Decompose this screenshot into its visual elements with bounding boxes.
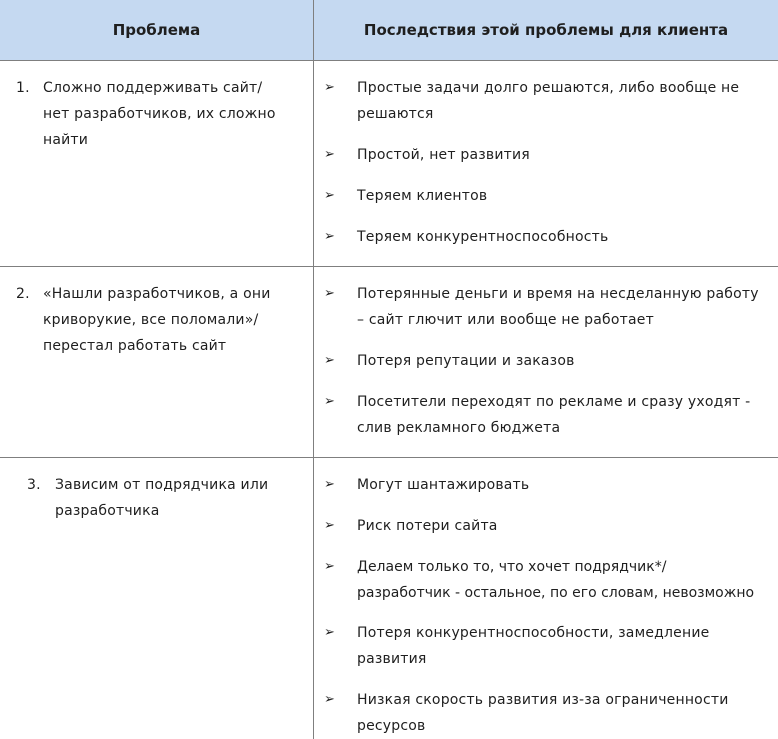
arrow-bullet-icon: ➢ [324,394,335,409]
problem-text [55,472,268,524]
consequence-text: Потеря репутации и заказов [357,353,575,369]
arrow-bullet-icon: ➢ [324,188,335,203]
problem-text [43,75,276,153]
consequence-line: развития [357,651,427,667]
problem-number: 2. [16,286,30,302]
table-header [0,0,778,61]
problem-line: криворукие, все поломали»/ [43,312,259,328]
problem-line: перестал работать сайт [43,338,227,354]
problem-line: Зависим от подрядчика или [55,477,269,493]
consequence-text [357,75,739,127]
arrow-bullet-icon: ➢ [324,692,335,707]
arrow-bullet-icon: ➢ [324,286,335,301]
column-divider [313,0,314,739]
consequence-text [357,389,750,441]
consequence-line: ресурсов [357,718,426,734]
problem-line: Сложно поддерживать сайт/ [43,80,263,96]
consequence-text: Теряем конкурентноспособность [357,229,609,245]
arrow-bullet-icon: ➢ [324,80,335,95]
consequence-line: Посетители переходят по рекламе и сразу уходят - [357,394,751,410]
consequence-line: Простые задачи долго решаются, либо вообще не [357,80,740,96]
consequence-text [357,687,729,739]
problem-number: 1. [16,80,30,96]
problem-line: разработчика [55,503,160,519]
consequence-line: слив рекламного бюджета [357,420,561,436]
arrow-bullet-icon: ➢ [324,625,335,640]
consequence-line: Потеря конкурентноспособности, замедление [357,625,710,641]
consequence-text [357,281,759,333]
arrow-bullet-icon: ➢ [324,229,335,244]
problem-number: 3. [27,477,41,493]
consequence-text: Простой, нет развития [357,147,530,163]
problem-text [43,281,271,359]
row-divider [0,266,778,267]
consequence-line: Потерянные деньги и время на несделанную работу [357,286,759,302]
problem-line: нет разработчиков, их сложно [43,106,276,122]
arrow-bullet-icon: ➢ [324,147,335,162]
problem-line: найти [43,132,89,148]
consequence-line: разработчик - остальное, по его словам, невозможно [357,585,755,601]
consequence-line: Низкая скорость развития из-за ограниченности [357,692,729,708]
consequence-text: Могут шантажировать [357,477,530,493]
consequence-text: Теряем клиентов [357,188,488,204]
arrow-bullet-icon: ➢ [324,477,335,492]
consequence-line: решаются [357,106,434,122]
consequence-line: Делаем только то, что хочет подрядчик*/ [357,559,667,575]
arrow-bullet-icon: ➢ [324,518,335,533]
row-divider [0,457,778,458]
arrow-bullet-icon: ➢ [324,353,335,368]
header-consequences: Последствия этой проблемы для клиента [363,21,729,39]
consequence-text [357,620,709,672]
consequence-text [357,554,754,606]
header-problem: Проблема [112,21,201,39]
problem-line: «Нашли разработчиков, а они [43,286,271,302]
consequence-line: – сайт глючит или вообще не работает [357,312,654,328]
arrow-bullet-icon: ➢ [324,559,335,574]
consequence-text: Риск потери сайта [357,518,498,534]
